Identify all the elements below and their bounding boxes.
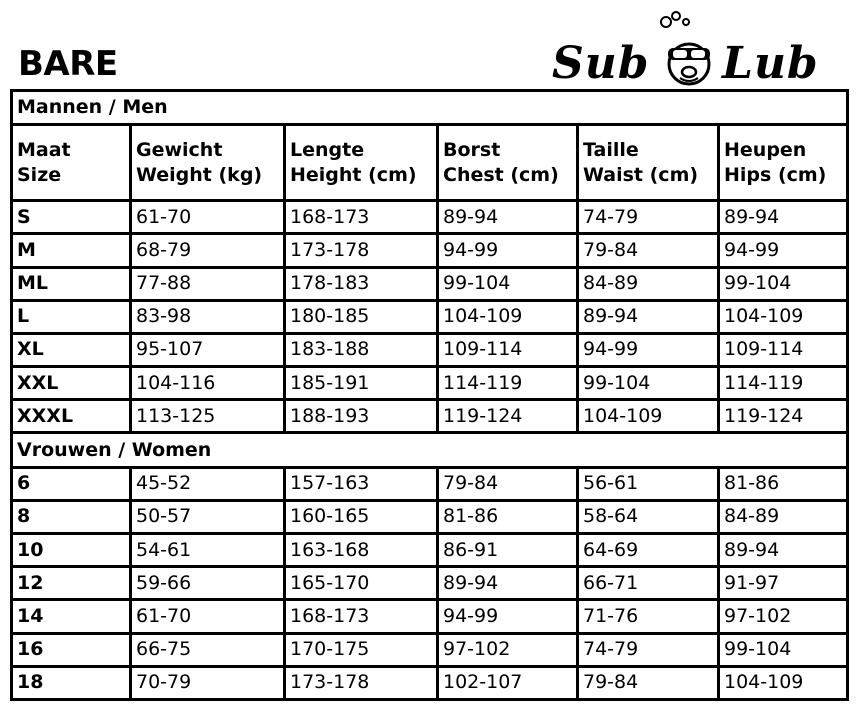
- table-row: [12, 467, 848, 500]
- measurement-cell: 89-94: [438, 201, 578, 234]
- column-header-dutch: Maat: [17, 138, 71, 161]
- measurement-cell: 74-79: [578, 201, 719, 234]
- logo-word-lub: Lub: [722, 38, 819, 89]
- measurement-cell: 94-99: [438, 234, 578, 267]
- measurement-cell: 188-193: [285, 400, 438, 433]
- measurement-cell: 165-170: [285, 567, 438, 600]
- women-section-title: Vrouwen / Women: [12, 433, 848, 467]
- measurement-cell: 168-173: [285, 201, 438, 234]
- size-cell: 16: [12, 633, 131, 666]
- measurement-cell: 160-165: [285, 500, 438, 533]
- column-header-english: Hips (cm): [724, 163, 827, 186]
- column-header: [131, 125, 285, 201]
- table-row: [12, 567, 848, 600]
- men-section-row: [12, 91, 848, 125]
- brand-name: BARE: [18, 44, 118, 84]
- measurement-cell: 114-119: [438, 367, 578, 400]
- measurement-cell: 89-94: [719, 534, 848, 567]
- measurement-cell: 173-178: [285, 234, 438, 267]
- measurement-cell: 68-79: [131, 234, 285, 267]
- measurement-cell: 94-99: [438, 600, 578, 633]
- measurement-cell: 89-94: [578, 300, 719, 333]
- measurement-cell: 180-185: [285, 300, 438, 333]
- size-cell: M: [12, 234, 131, 267]
- size-cell: XXXL: [12, 400, 131, 433]
- measurement-cell: 79-84: [578, 666, 719, 699]
- measurement-cell: 83-98: [131, 300, 285, 333]
- measurement-cell: 84-89: [578, 267, 719, 300]
- table-row: [12, 201, 848, 234]
- measurement-cell: 86-91: [438, 534, 578, 567]
- column-header-row: [12, 125, 848, 201]
- size-cell: XXL: [12, 367, 131, 400]
- measurement-cell: 95-107: [131, 333, 285, 366]
- measurement-cell: 66-71: [578, 567, 719, 600]
- table-row: [12, 234, 848, 267]
- measurement-cell: 97-102: [719, 600, 848, 633]
- size-cell: 10: [12, 534, 131, 567]
- measurement-cell: 61-70: [131, 600, 285, 633]
- column-header-dutch: Taille: [583, 138, 639, 161]
- size-cell: 12: [12, 567, 131, 600]
- table-row: [12, 600, 848, 633]
- measurement-cell: 104-116: [131, 367, 285, 400]
- measurement-cell: 89-94: [719, 201, 848, 234]
- measurement-cell: 163-168: [285, 534, 438, 567]
- measurement-cell: 81-86: [438, 500, 578, 533]
- measurement-cell: 71-76: [578, 600, 719, 633]
- size-cell: 8: [12, 500, 131, 533]
- measurement-cell: 79-84: [438, 467, 578, 500]
- measurement-cell: 45-52: [131, 467, 285, 500]
- diver-face-icon: [656, 8, 722, 88]
- table-row: [12, 633, 848, 666]
- column-header: [12, 125, 131, 201]
- size-cell: 6: [12, 467, 131, 500]
- size-cell: ML: [12, 267, 131, 300]
- measurement-cell: 77-88: [131, 267, 285, 300]
- column-header-dutch: Lengte: [290, 138, 365, 161]
- measurement-cell: 183-188: [285, 333, 438, 366]
- measurement-cell: 157-163: [285, 467, 438, 500]
- women-section-row: [12, 433, 848, 467]
- measurement-cell: 99-104: [719, 267, 848, 300]
- table-row: [12, 333, 848, 366]
- measurement-cell: 99-104: [719, 633, 848, 666]
- measurement-cell: 178-183: [285, 267, 438, 300]
- measurement-cell: 185-191: [285, 367, 438, 400]
- measurement-cell: 104-109: [719, 300, 848, 333]
- column-header-english: Height (cm): [290, 163, 417, 186]
- measurement-cell: 66-75: [131, 633, 285, 666]
- measurement-cell: 64-69: [578, 534, 719, 567]
- size-cell: L: [12, 300, 131, 333]
- sublub-logo: [552, 8, 842, 88]
- table-row: [12, 400, 848, 433]
- measurement-cell: 50-57: [131, 500, 285, 533]
- measurement-cell: 168-173: [285, 600, 438, 633]
- measurement-cell: 113-125: [131, 400, 285, 433]
- column-header: [719, 125, 848, 201]
- measurement-cell: 102-107: [438, 666, 578, 699]
- measurement-cell: 170-175: [285, 633, 438, 666]
- measurement-cell: 104-109: [719, 666, 848, 699]
- measurement-cell: 70-79: [131, 666, 285, 699]
- measurement-cell: 114-119: [719, 367, 848, 400]
- measurement-cell: 104-109: [578, 400, 719, 433]
- measurement-cell: 109-114: [438, 333, 578, 366]
- men-section-title: Mannen / Men: [12, 91, 848, 125]
- measurement-cell: 56-61: [578, 467, 719, 500]
- column-header-dutch: Borst: [443, 138, 501, 161]
- measurement-cell: 59-66: [131, 567, 285, 600]
- column-header-english: Waist (cm): [583, 163, 699, 186]
- size-cell: XL: [12, 333, 131, 366]
- measurement-cell: 91-97: [719, 567, 848, 600]
- column-header: [285, 125, 438, 201]
- measurement-cell: 99-104: [578, 367, 719, 400]
- measurement-cell: 119-124: [438, 400, 578, 433]
- measurement-cell: 61-70: [131, 201, 285, 234]
- size-chart-table: [10, 89, 849, 701]
- column-header-english: Size: [17, 163, 62, 186]
- table-row: [12, 367, 848, 400]
- column-header-dutch: Heupen: [724, 138, 807, 161]
- measurement-cell: 104-109: [438, 300, 578, 333]
- measurement-cell: 99-104: [438, 267, 578, 300]
- column-header-english: Weight (kg): [136, 163, 263, 186]
- measurement-cell: 81-86: [719, 467, 848, 500]
- size-cell: S: [12, 201, 131, 234]
- table-row: [12, 534, 848, 567]
- measurement-cell: 173-178: [285, 666, 438, 699]
- size-cell: 18: [12, 666, 131, 699]
- measurement-cell: 94-99: [578, 333, 719, 366]
- table-row: [12, 666, 848, 699]
- measurement-cell: 54-61: [131, 534, 285, 567]
- measurement-cell: 97-102: [438, 633, 578, 666]
- table-row: [12, 300, 848, 333]
- table-row: [12, 267, 848, 300]
- measurement-cell: 79-84: [578, 234, 719, 267]
- measurement-cell: 89-94: [438, 567, 578, 600]
- measurement-cell: 119-124: [719, 400, 848, 433]
- column-header-english: Chest (cm): [443, 163, 559, 186]
- measurement-cell: 94-99: [719, 234, 848, 267]
- table-row: [12, 500, 848, 533]
- column-header-dutch: Gewicht: [136, 138, 223, 161]
- measurement-cell: 109-114: [719, 333, 848, 366]
- logo-word-sub: Sub: [552, 38, 650, 89]
- measurement-cell: 74-79: [578, 633, 719, 666]
- measurement-cell: 58-64: [578, 500, 719, 533]
- column-header: [578, 125, 719, 201]
- column-header: [438, 125, 578, 201]
- size-cell: 14: [12, 600, 131, 633]
- measurement-cell: 84-89: [719, 500, 848, 533]
